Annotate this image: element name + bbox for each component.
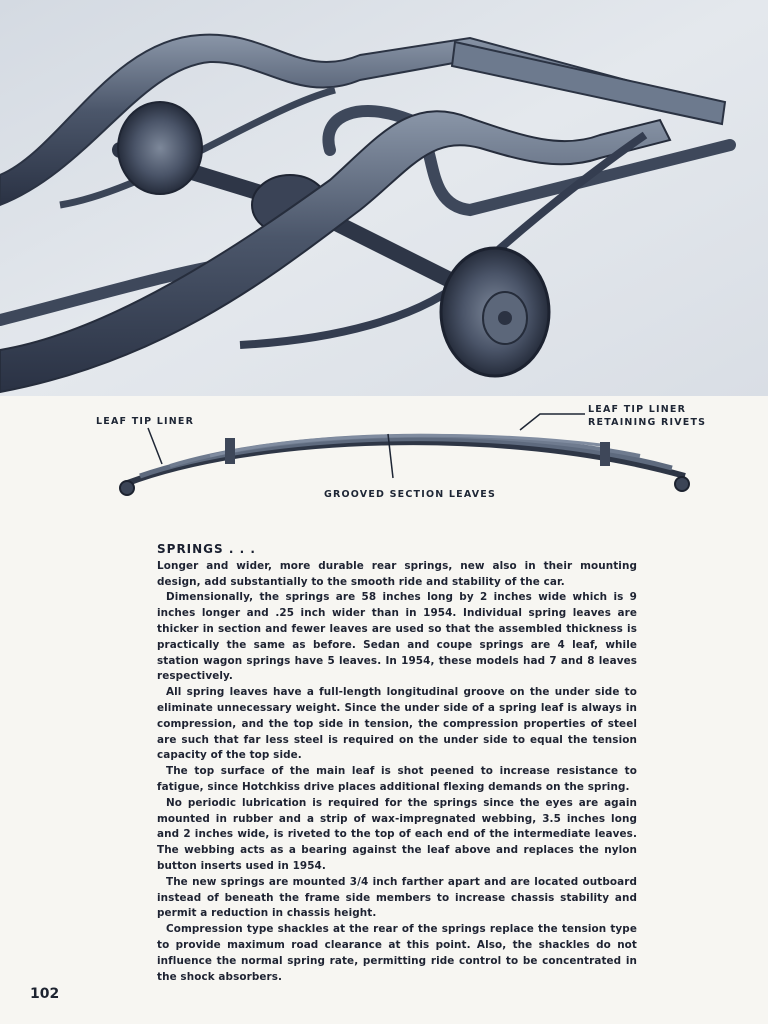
article-paragraph: All spring leaves have a full-length longitudinal groove on the under side to eliminate unnecessary weight. Since the under side of a spring leaf is always in compression, and the top side in tension, the compression properties of steel are such that far less steel is required on the under side to equal the tension capacity of the top side. [157,686,637,762]
article-paragraph: Dimensionally, the springs are 58 inches long by 2 inches wide which is 9 inches longer and .25 inch wider than in 1954. Individual spring leaves are thicker in section and fewer leaves are used so that the assembled thickness is practically the same as before. Sedan and coupe springs are 4 leaf, while station wagon springs have 5 leaves. In 1954, these models had 7 and 8 leaves respectively. [157,591,637,683]
retaining-rivets-label-line2: RETAINING RIVETS [588,417,707,428]
article-paragraph: No periodic lubrication is required for the springs since the eyes are again mounted in rubber and a strip of wax-impregnated webbing, 3.5 inches long and 2 inches wide, is riveted to the top of each end of the intermediate leaves. The webbing acts as a bearing against the leaf above and replaces the nylon button inserts used in 1954. [157,796,637,872]
rivets-pointer [520,414,585,430]
article-paragraph: Longer and wider, more durable rear springs, new also in their mounting design, add substantially to the smooth ride and stability of the car. [157,559,637,588]
chassis-photo [0,0,768,396]
article-heading: SPRINGS . . . [157,542,256,556]
article-paragraph: Compression type shackles at the rear of the springs replace the tension type to provide maximum road clearance at this point. Also, the shackles do not influence the normal spring rate, permitting ride control to be concentrated in the shock absorbers. [157,923,637,983]
grooved-section-label: GROOVED SECTION LEAVES [324,489,497,500]
article-paragraph: The new springs are mounted 3/4 inch farther apart and are located outboard instead of beneath the frame side members to increase chassis stability and permit a reduction in chassis height. [157,875,637,920]
leaf-spring-drawing [120,435,689,495]
article-paragraph: The top surface of the main leaf is shot peened to increase resistance to fatigue, since Hotchkiss drive places additional flexing demands on the spring. [157,765,637,793]
leaf-tip-liner-pointer [148,428,162,464]
leaf-tip-liner-label: LEAF TIP LINER [96,416,195,427]
article-body [157,542,637,985]
retaining-rivets-label-line1: LEAF TIP LINER [588,404,687,415]
page-number: 102 [30,986,60,1002]
